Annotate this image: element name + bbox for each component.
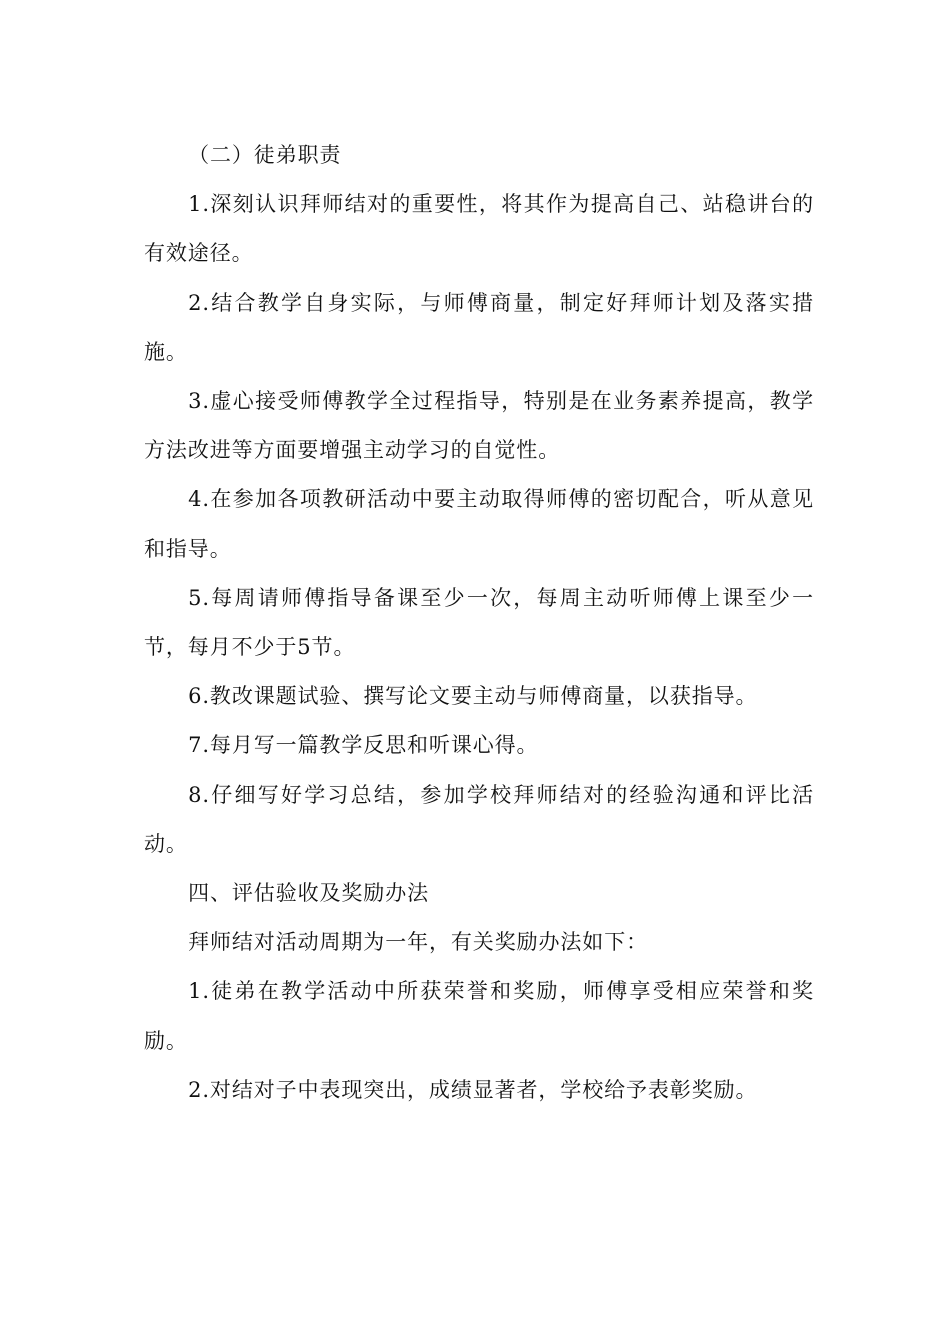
reward-item-1: 1.徒弟在教学活动中所获荣誉和奖励，师傅享受相应荣誉和奖励。	[144, 979, 814, 1053]
section-heading-apprentice-duties: （二）徒弟职责	[188, 143, 342, 167]
duty-item-2: 2.结合教学自身实际，与师傅商量，制定好拜师计划及落实措施。	[144, 290, 814, 364]
duty-item-8: 8.仔细写好学习总结，参加学校拜师结对的经验沟通和评比活动。	[144, 782, 814, 856]
duty-item-7: 7.每月写一篇教学反思和听课心得。	[188, 733, 539, 758]
section-heading-evaluation: 四、评估验收及奖励办法	[188, 881, 429, 906]
duty-item-5: 5.每周请师傅指导备课至少一次，每周主动听师傅上课至少一节，每月不少于5节。	[144, 585, 814, 660]
document-body	[144, 131, 814, 1115]
duty-item-1: 1.深刻认识拜师结对的重要性，将其作为提高自己、站稳讲台的有效途径。	[144, 192, 814, 266]
reward-item-2: 2.对结对子中表现突出，成绩显著者，学校给予表彰奖励。	[188, 1077, 758, 1102]
duty-item-6: 6.教改课题试验、撰写论文要主动与师傅商量，以获指导。	[188, 684, 758, 709]
evaluation-intro: 拜师结对活动周期为一年，有关奖励办法如下：	[188, 930, 648, 955]
duty-item-3: 3.虚心接受师傅教学全过程指导，特别是在业务素养提高，教学方法改进等方面要增强主动学习的自觉性。	[144, 389, 814, 463]
duty-item-4: 4.在参加各项教研活动中要主动取得师傅的密切配合，听从意见和指导。	[144, 487, 814, 561]
